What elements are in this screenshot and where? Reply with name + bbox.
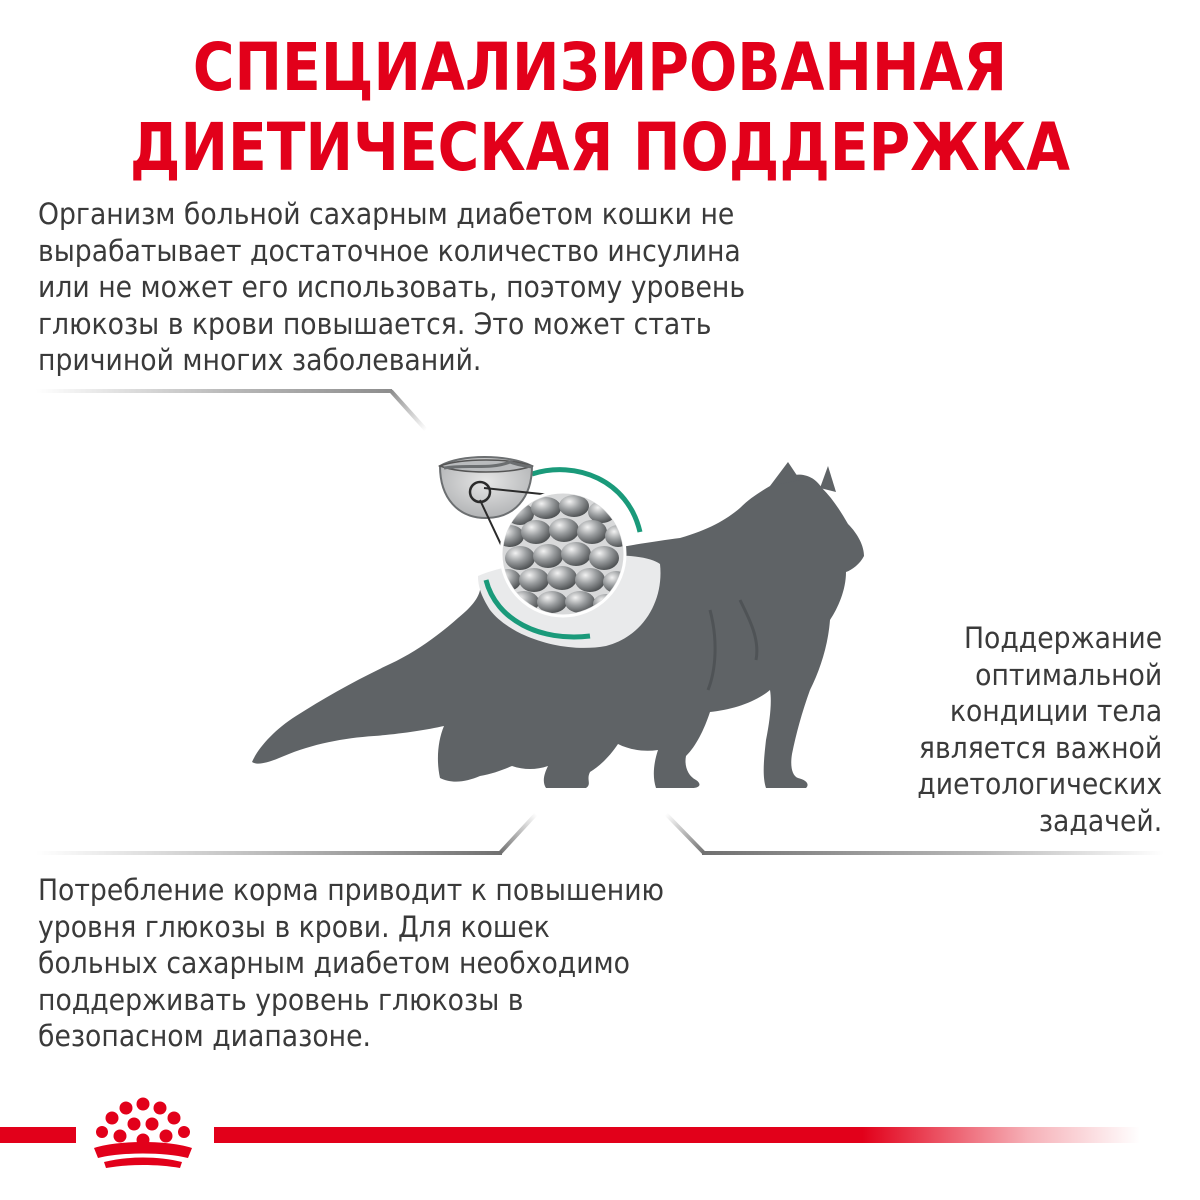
title-line-2: ДИЕТИЧЕСКАЯ ПОДДЕРЖКА [129,109,1071,186]
body-condition-line: оптимальной [974,657,1162,692]
divider-left-connector [500,814,536,853]
body-condition-line: является важной [918,730,1162,765]
glucose-paragraph [38,872,664,1055]
intro-line: глюкозы в крови повышается. Это может стать [38,306,712,341]
footer-bar-left [0,1127,76,1143]
glucose-line: поддерживать уровень глюкозы в [38,982,524,1017]
body-condition-line: задачей. [1038,803,1162,838]
footer-bar-right [214,1127,1140,1143]
body-condition-line: Поддержание [963,621,1162,655]
title-line-1: СПЕЦИАЛИЗИРОВАННАЯ [192,29,1008,106]
glucose-line: уровня глюкозы в крови. Для кошек [38,909,550,944]
body-condition-paragraph [917,620,1162,839]
page-title [84,28,1116,188]
divider-top-connector [391,391,426,430]
body-condition-line: кондиции тела [949,694,1162,728]
divider-right-connector [666,814,704,853]
divider-top [36,389,392,393]
intro-line: причиной многих заболеваний. [38,343,482,377]
glucose-line: безопасном диапазоне. [38,1019,371,1053]
intro-line: Организм больной сахарным диабетом кошки не [38,197,735,231]
glucose-line: больных сахарным диабетом необходимо [38,946,631,980]
divider-bottom-left [36,851,502,855]
royal-crown-logo-icon [88,1096,198,1172]
intro-paragraph [38,196,745,379]
body-condition-line: диетологических [917,767,1162,801]
intro-line: или не может его использовать, поэтому уровень [38,270,746,304]
cat-ear [820,466,836,492]
glucose-line: Потребление корма приводит к повышению [38,873,665,907]
cat-silhouette-illustration [240,440,880,800]
intro-line: вырабатывает достаточное количество инсулина [38,233,741,268]
divider-bottom-right [702,851,1164,855]
